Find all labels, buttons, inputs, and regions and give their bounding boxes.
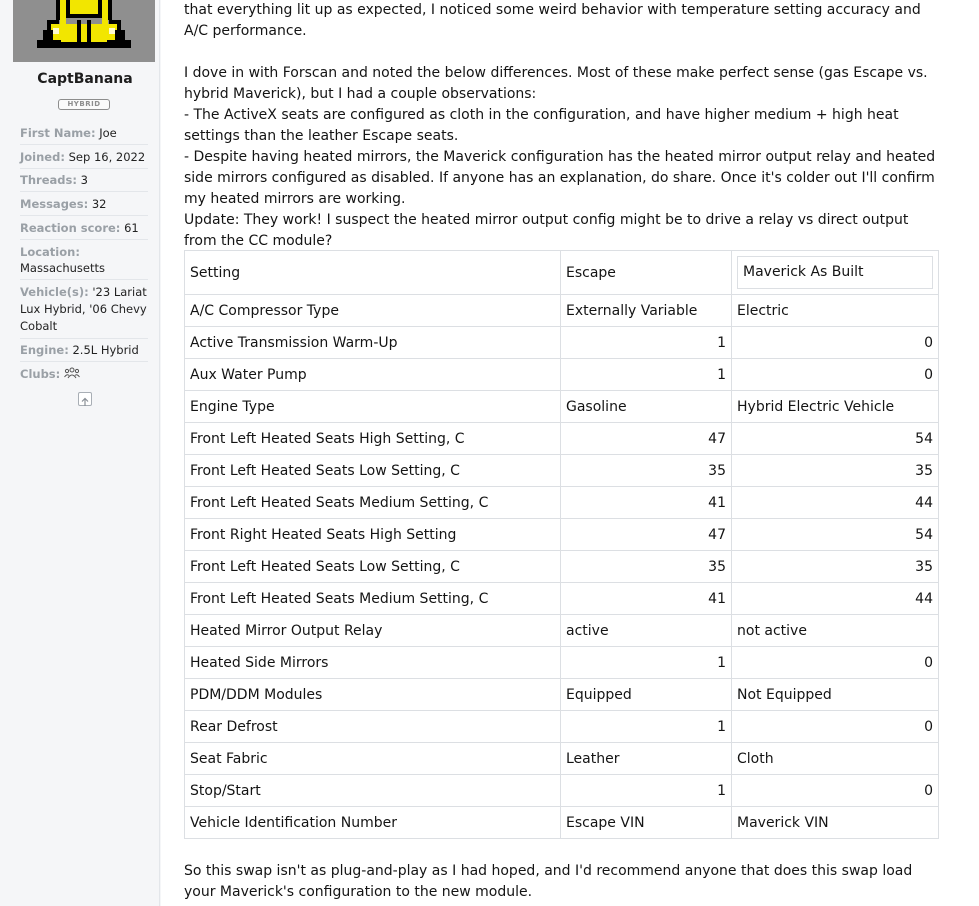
table-row <box>185 519 939 551</box>
table-row <box>185 455 939 487</box>
table-cell: Engine Type <box>185 391 561 423</box>
username-link[interactable]: CaptBanana <box>37 71 133 87</box>
info-label: Clubs: <box>20 367 61 381</box>
table-row <box>185 295 939 327</box>
table-cell: 35 <box>732 551 939 583</box>
info-label: Joined: <box>20 150 65 164</box>
post-content <box>161 0 979 906</box>
post-intro: that everything lit up as expected, I noticed some weird behavior with temperature setting accuracy and A/C performance. <box>184 2 921 39</box>
table-cell: Leather <box>561 743 732 775</box>
table-cell: Cloth <box>732 743 939 775</box>
table-cell: Externally Variable <box>561 295 732 327</box>
banana-avatar-icon <box>13 0 155 62</box>
user-avatar[interactable] <box>13 0 155 62</box>
table-cell: 0 <box>732 711 939 743</box>
info-label: Messages: <box>20 197 89 211</box>
table-cell: 54 <box>732 519 939 551</box>
info-first-name <box>20 125 148 145</box>
info-label: Engine: <box>20 343 69 357</box>
info-value[interactable]: 3 <box>80 173 88 187</box>
table-row <box>185 327 939 359</box>
info-joined <box>20 149 148 169</box>
table-row <box>185 647 939 679</box>
table-cell: Front Left Heated Seats Medium Setting, C <box>185 583 561 615</box>
table-cell: Equipped <box>561 679 732 711</box>
table-cell: 41 <box>561 583 732 615</box>
table-row <box>185 679 939 711</box>
info-label: First Name: <box>20 126 96 140</box>
table-cell: Gasoline <box>561 391 732 423</box>
table-cell: 35 <box>732 455 939 487</box>
info-clubs <box>20 366 148 383</box>
info-messages <box>20 196 148 216</box>
table-cell: 1 <box>561 711 732 743</box>
table-cell: Active Transmission Warm-Up <box>185 327 561 359</box>
table-cell: Not Equipped <box>732 679 939 711</box>
info-vehicles <box>20 284 148 339</box>
info-value: Sep 16, 2022 <box>68 150 146 164</box>
table-row <box>185 615 939 647</box>
table-cell: Heated Mirror Output Relay <box>185 615 561 647</box>
info-threads <box>20 172 148 192</box>
table-cell: Maverick VIN <box>732 807 939 839</box>
table-header-cell: Escape <box>561 251 732 295</box>
info-value: 61 <box>124 221 139 235</box>
table-row <box>185 359 939 391</box>
table-cell: not active <box>732 615 939 647</box>
table-cell: 44 <box>732 487 939 519</box>
user-banner: HYBRID <box>58 99 110 110</box>
table-cell: 1 <box>561 327 732 359</box>
table-cell: Aux Water Pump <box>185 359 561 391</box>
table-header-label: Maverick As Built <box>737 256 933 289</box>
table-cell: 47 <box>561 519 732 551</box>
table-cell: Front Left Heated Seats Low Setting, C <box>185 455 561 487</box>
table-cell: 35 <box>561 455 732 487</box>
table-cell: 1 <box>561 775 732 807</box>
info-label: Vehicle(s): <box>20 285 89 299</box>
info-value: '23 Lariat Lux Hybrid, '06 Chevy Cobalt <box>20 285 147 333</box>
table-cell: 44 <box>732 583 939 615</box>
table-row <box>185 391 939 423</box>
table-cell: 0 <box>732 327 939 359</box>
info-value: Joe <box>99 126 117 140</box>
info-value[interactable]: Massachusetts <box>20 261 105 275</box>
table-cell: 1 <box>561 647 732 679</box>
info-value: 2.5L Hybrid <box>72 343 139 357</box>
table-cell: Stop/Start <box>185 775 561 807</box>
table-row <box>185 743 939 775</box>
info-engine <box>20 342 148 362</box>
table-header-cell <box>732 251 939 295</box>
post-paragraph-4: Update: They work! I suspect the heated mirror output config might be to drive a relay vs direct output from the CC module? <box>184 212 909 249</box>
table-row <box>185 807 939 839</box>
table-cell: 54 <box>732 423 939 455</box>
table-cell: Front Left Heated Seats Medium Setting, C <box>185 487 561 519</box>
info-label: Threads: <box>20 173 77 187</box>
table-cell: Front Right Heated Seats High Setting <box>185 519 561 551</box>
arrow-up-icon[interactable] <box>78 392 92 406</box>
table-cell: Rear Defrost <box>185 711 561 743</box>
table-cell: active <box>561 615 732 647</box>
table-cell: Vehicle Identification Number <box>185 807 561 839</box>
table-row <box>185 775 939 807</box>
table-cell: Heated Side Mirrors <box>185 647 561 679</box>
user-sidebar <box>0 0 160 906</box>
table-row <box>185 551 939 583</box>
config-comparison-table <box>184 250 939 839</box>
post-paragraph-2: - The ActiveX seats are configured as cloth in the configuration, and have higher medium + high heat settings than the leather Escape seats. <box>184 107 899 144</box>
info-value[interactable]: 32 <box>91 197 107 211</box>
info-location <box>20 244 148 280</box>
table-cell: Front Left Heated Seats High Setting, C <box>185 423 561 455</box>
info-label: Reaction score: <box>20 221 121 235</box>
table-header-row <box>185 251 939 295</box>
table-row <box>185 583 939 615</box>
table-cell: Front Left Heated Seats Low Setting, C <box>185 551 561 583</box>
table-cell: 1 <box>561 359 732 391</box>
table-cell: PDM/DDM Modules <box>185 679 561 711</box>
table-cell: A/C Compressor Type <box>185 295 561 327</box>
table-cell: 41 <box>561 487 732 519</box>
table-cell: Hybrid Electric Vehicle <box>732 391 939 423</box>
table-cell: 47 <box>561 423 732 455</box>
table-cell: 0 <box>732 647 939 679</box>
table-row <box>185 423 939 455</box>
table-cell: 35 <box>561 551 732 583</box>
users-icon[interactable] <box>64 367 80 383</box>
table-cell: 0 <box>732 359 939 391</box>
info-reaction-score <box>20 220 148 240</box>
post-paragraph-1: I dove in with Forscan and noted the below differences. Most of these make perfect sense (gas Escape vs. hybrid Maverick), but I had a couple observations: <box>184 65 928 102</box>
table-cell: Seat Fabric <box>185 743 561 775</box>
table-row <box>185 711 939 743</box>
table-header-cell: Setting <box>185 251 561 295</box>
post-outro: So this swap isn't as plug-and-play as I had hoped, and I'd recommend anyone that does this swap load your Maverick's configuration to the new module. <box>184 863 913 900</box>
table-row <box>185 487 939 519</box>
table-cell: 0 <box>732 775 939 807</box>
info-label: Location: <box>20 245 80 259</box>
post-paragraph-3: - Despite having heated mirrors, the Maverick configuration has the heated mirror output relay and heated side mirrors configured as disabled. If anyone has an explanation, do share. Once it's colder out I'll confirm my heated mirrors are working. <box>184 149 936 207</box>
table-cell: Escape VIN <box>561 807 732 839</box>
table-cell: Electric <box>732 295 939 327</box>
